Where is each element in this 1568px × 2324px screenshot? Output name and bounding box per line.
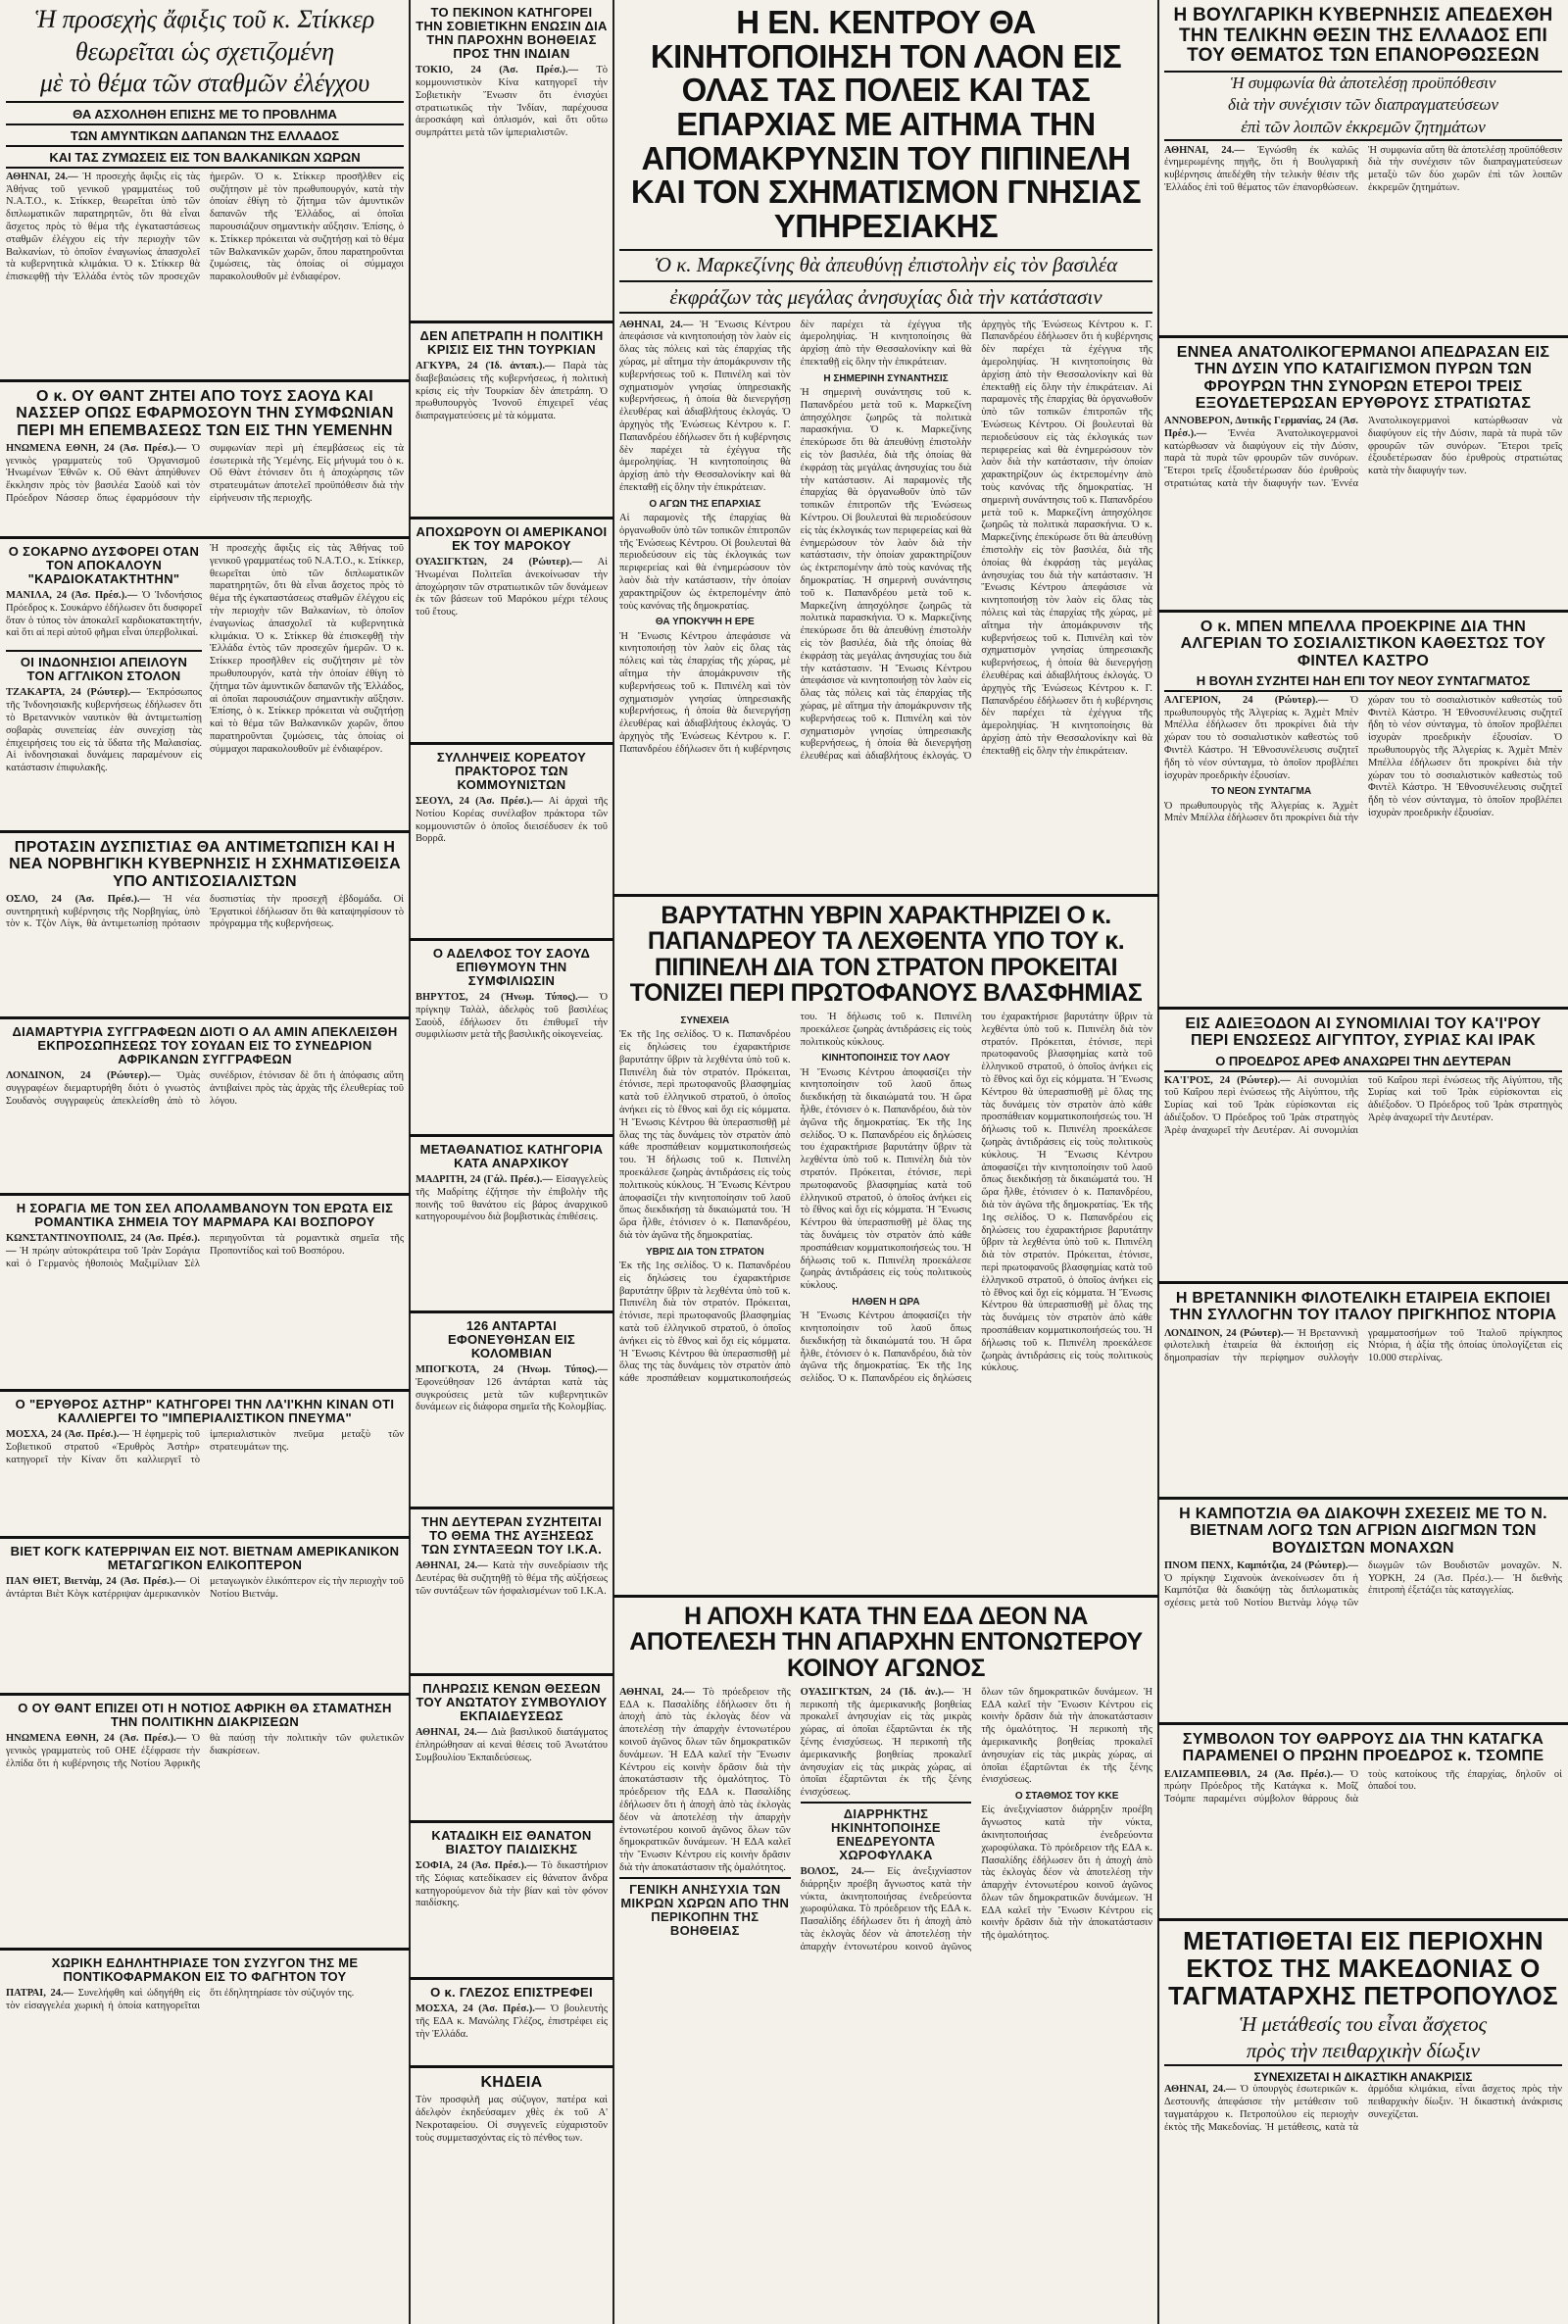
article-body: ΜΟΣΧΑ, 24 (Ἀσ. Πρέσ.).— Ἡ ἐφημερὶς τοῦ Σοβιετικοῦ στρατοῦ «Ἐρυθρὸς Ἀστὴρ» κατηγορεῖ τὴν Κίναν ὅτι καλλιεργεῖ τὸ ἰμπεριαλιστικὸν πνεῦμα μεταξὺ τῶν στρατευμάτων της. [6, 1429, 404, 1465]
headline: ΔΙΑΜΑΡΤΥΡΙΑ ΣΥΓΓΡΑΦΕΩΝ ΔΙΟΤΙ Ο ΑΛ ΑΜΙΝ ΑΠΕΚΛΕΙΣΘΗ ΕΚΠΡΟΣΩΠΗΣΕΩΣ ΤΟΥ ΣΟΥΔΑΝ ΕΙΣ ΤΟ ΣΥΝΕΔΡΙΟΝ ΑΦΡΙΚΑΝΩΝ ΣΥΓΓΡΑΦΕΩΝ [12, 1024, 398, 1067]
article-body: ΛΟΝΔΙΝΟΝ, 24 (Ρώυτερ).— Ὁμὰς συγγραφέων διεμαρτυρήθη διότι ὁ γνωστὸς Σουδανὸς συγγραφεὺς ἀπεκλείσθη ἀπὸ τὸ συνέδριον, ἐτόνισαν δὲ ὅτι ἡ ἀπόφασις αὕτη ἀντιβαίνει πρὸς τὰς ἀρχὰς τῆς ἐλευθερίας τοῦ λόγου. [6, 1070, 404, 1107]
article-body: ΚΩΝΣΤΑΝΤΙΝΟΥΠΟΛΙΣ, 24 (Ἀσ. Πρέσ.).— Ἡ πρώην αὐτοκράτειρα τοῦ Ἰρὰν Σοράγια καὶ ὁ Γερμανὸς ἠθοποιὸς Μαξιμίλιαν Σὲλ περιηγοῦνται τὰ ρομαντικὰ σημεῖα τῆς Προποντίδος καὶ τοῦ Βοσπόρου. [6, 1233, 404, 1269]
headline: ΔΕΝ ΑΠΕΤΡΑΠΗ Η ΠΟΛΙΤΙΚΗ ΚΡΙΣΙΣ ΕΙΣ ΤΗΝ ΤΟΥΡΚΙΑΝ [419, 328, 604, 358]
papandreou-article [613, 897, 1158, 1598]
article-tshombe [1158, 1725, 1568, 1921]
article-turkey [410, 323, 613, 519]
headline: Ο ΣΟΚΑΡΝΟ ΔΥΣΦΟΡΕΙ ΟΤΑΝ ΤΟΝ ΑΠΟΚΑΛΟΥΝ "ΚΑΡΔΙΟΚΑΤΑΚΤΗΤΗΝ" [8, 544, 200, 587]
article-colombia [410, 1313, 613, 1509]
article-body: ΑΘΗΝΑΙ, 24.— Ἡ Ἕνωσις Κέντρου ἀπεφάσισε νὰ κινητοποιήσῃ τὸν λαὸν εἰς ὅλας τὰς πόλεις καὶ τὰς ἐπαρχίας τῆς χώρας, μὲ αἴτημα τὴν ἀπομάκρυνσιν τῆς κυβερνήσεως τοῦ κ. Πιπινέλη καὶ τὸν σχηματισμὸν γνησίας ὑπηρεσιακῆς κυβερνήσεως, ἡ ὁποία θὰ διενεργήσῃ ἐλευθέρας καὶ ἀδιαβλήτους ἐκλογάς. Ὁ ἀρχηγὸς τῆς Ἑνώσεως Κέντρου κ. Γ. Παπανδρέου ἐδήλωσεν ὅτι ἡ κυβέρνησις δὲν παρέχει τὰ ἐχέγγυα τῆς ἀμεροληψίας. Ἡ κινητοποίησις θὰ ἀρχίσῃ ἀπὸ τὴν Θεσσαλονίκην καὶ θὰ ἐπεκταθῇ εἰς ὅλην τὴν ἐπικράτειαν. Ο ΑΓΩΝ ΤΗΣ ΕΠΑΡΧΙΑΣ Αἱ παραμονὲς τῆς ἐπαρχίας θὰ ὀργανωθοῦν ὑπὸ τῶν τοπικῶν ἐπιτροπῶν τῆς Ἑνώσεως Κέντρου. Οἱ βουλευταὶ θὰ περιοδεύσουν εἰς τὰς ἐκλογικάς των περιφερείας καὶ θὰ ἐνημερώσουν τὸν λαὸν διὰ τὴν κατάστασιν, τὴν ὁποίαν χαρακτηρίζουν ὡς ἐκτρεπομένην ἀπὸ τοὺς κανόνας τῆς δημοκρατίας. ΘΑ ΥΠΟΚΥΨΗ Η ΕΡΕ Ἡ Ἕνωσις Κέντρου ἀπεφάσισε νὰ κινητοποιήσῃ τὸν λαὸν εἰς ὅλας τὰς πόλεις καὶ τὰς ἐπαρχίας τῆς χώρας, μὲ αἴτημα τὴν ἀπομάκρυνσιν τῆς κυβερνήσεως τοῦ κ. Πιπινέλη καὶ τὸν σχηματισμὸν γνησίας ὑπηρεσιακῆς κυβερνήσεως, ἡ ὁποία θὰ διενεργήσῃ ἐλευθέρας καὶ ἀδιαβλήτους ἐκλογάς. Ὁ ἀρχηγὸς τῆς Ἑνώσεως Κέντρου κ. Γ. Παπανδρέου ἐδήλωσεν ὅτι ἡ κυβέρνησις δὲν παρέχει τὰ ἐχέγγυα τῆς ἀμεροληψίας. Ἡ κινητοποίησις θὰ ἀρχίσῃ ἀπὸ τὴν Θεσσαλονίκην καὶ θὰ ἐπεκταθῇ εἰς ὅλην τὴν ἐπικράτειαν. Η ΣΗΜΕΡΙΝΗ ΣΥΝΑΝΤΗΣΙΣ Ἡ σημερινὴ συνάντησις τοῦ κ. Παπανδρέου μετὰ τοῦ κ. Μαρκεζίνη ἀπησχόλησε ζωηρῶς τὰ πολιτικὰ παρασκήνια. Ὁ κ. Μαρκεζίνης ἐπεκύρωσε ὅτι θὰ ἀπευθύνῃ ἐπιστολὴν εἰς τὸν βασιλέα, διὰ τῆς ὁποίας θὰ ἐκφράσῃ τὰς μεγάλας ἀνησυχίας του διὰ τὴν κατάστασιν. Αἱ παραμονὲς τῆς ἐπαρχίας θὰ ὀργανωθοῦν ὑπὸ τῶν τοπικῶν ἐπιτροπῶν τῆς Ἑνώσεως Κέντρου. Οἱ βουλευταὶ θὰ περιοδεύσουν εἰς τὰς ἐκλογικάς των περιφερείας καὶ θὰ ἐνημερώσουν τὸν λαὸν διὰ τὴν κατάστασιν, τὴν ὁποίαν χαρακτηρίζουν ὡς ἐκτρεπομένην ἀπὸ τοὺς κανόνας τῆς δημοκρατίας. Ἡ σημερινὴ συνάντησις τοῦ κ. Παπανδρέου μετὰ τοῦ κ. Μαρκεζίνη ἀπησχόλησε ζωηρῶς τὰ πολιτικὰ παρασκήνια. Ὁ κ. Μαρκεζίνης ἐπεκύρωσε ὅτι θὰ ἀπευθύνῃ ἐπιστολὴν εἰς τὸν βασιλέα, διὰ τῆς ὁποίας θὰ ἐκφράσῃ τὰς μεγάλας ἀνησυχίας του διὰ τὴν κατάστασιν. Ἡ Ἕνωσις Κέντρου ἀπεφάσισε νὰ κινητοποιήσῃ τὸν λαὸν εἰς ὅλας τὰς πόλεις καὶ τὰς ἐπαρχίας τῆς χώρας, μὲ αἴτημα τὴν ἀπομάκρυνσιν τῆς κυβερνήσεως τοῦ κ. Πιπινέλη καὶ τὸν σχηματισμὸν γνησίας ὑπηρεσιακῆς κυβερνήσεως, ἡ ὁποία θὰ διενεργήσῃ ἐλευθέρας καὶ ἀδιαβλήτους ἐκλογάς. Ὁ ἀρχηγὸς τῆς Ἑνώσεως Κέντρου κ. Γ. Παπανδρέου ἐδήλωσεν ὅτι ἡ κυβέρνησις δὲν παρέχει τὰ ἐχέγγυα τῆς ἀμεροληψίας. Ἡ κινητοποίησις θὰ ἀρχίσῃ ἀπὸ τὴν Θεσσαλονίκην καὶ θὰ ἐπεκταθῇ εἰς ὅλην τὴν ἐπικράτειαν. Αἱ παραμονὲς τῆς ἐπαρχίας θὰ ὀργανωθοῦν ὑπὸ τῶν τοπικῶν ἐπιτροπῶν τῆς Ἑνώσεως Κέντρου. Οἱ βουλευταὶ θὰ περιοδεύσουν εἰς τὰς ἐκλογικάς των περιφερείας καὶ θὰ ἐνημερώσουν τὸν λαὸν διὰ τὴν κατάστασιν, τὴν ὁποίαν χαρακτηρίζουν ὡς ἐκτρεπομένην ἀπὸ τοὺς κανόνας τῆς δημοκρατίας. Ἡ σημερινὴ συνάντησις τοῦ κ. Παπανδρέου μετὰ τοῦ κ. Μαρκεζίνη ἀπησχόλησε ζωηρῶς τὰ πολιτικὰ παρασκήνια. Ὁ κ. Μαρκεζίνης ἐπεκύρωσε ὅτι θὰ ἀπευθύνῃ ἐπιστολὴν εἰς τὸν βασιλέα, διὰ τῆς ὁποίας θὰ ἐκφράσῃ τὰς μεγάλας ἀνησυχίας του διὰ τὴν κατάστασιν. Ἡ Ἕνωσις Κέντρου ἀπεφάσισε νὰ κινητοποιήσῃ τὸν λαὸν εἰς ὅλας τὰς πόλεις καὶ τὰς ἐπαρχίας τῆς χώρας, μὲ αἴτημα τὴν ἀπομάκρυνσιν τῆς κυβερνήσεως τοῦ κ. Πιπινέλη καὶ τὸν σχηματισμὸν γνησίας ὑπηρεσιακῆς κυβερνήσεως, ἡ ὁποία θὰ διενεργήσῃ ἐλευθέρας καὶ ἀδιαβλήτους ἐκλογάς. Ὁ ἀρχηγὸς τῆς Ἑνώσεως Κέντρου κ. Γ. Παπανδρέου ἐδήλωσεν ὅτι ἡ κυβέρνησις δὲν παρέχει τὰ ἐχέγγυα τῆς ἀμεροληψίας. Ἡ κινητοποίησις θὰ ἀρχίσῃ ἀπὸ τὴν Θεσσαλονίκην καὶ θὰ ἐπεκταθῇ εἰς ὅλην τὴν ἐπικράτειαν. [619, 319, 1152, 763]
article-body: ΠΑΝ ΘΙΕΤ, Βιετνὰμ, 24 (Ἀσ. Πρέσ.).— Οἱ ἀντάρται Βιὲτ Κὸγκ κατέρριψαν ἀμερικανικὸν μεταγωγικὸν ἑλικόπτερον εἰς τὴν περιοχὴν τοῦ Νοτίου Βιετνάμ. [6, 1576, 404, 1600]
sub-article [6, 543, 202, 775]
headline: Ἡ προσεχὴς ἄφιξις τοῦ κ. Στίκκερ [34, 5, 375, 33]
headline: Ο κ. ΜΠΕΝ ΜΠΕΛΛΑ ΠΡΟΕΚΡΙΝΕ ΔΙΑ ΤΗΝ ΑΛΓΕΡΙΑΝ ΤΟ ΣΟΣΙΑΛΙΣΤΙΚΟΝ ΚΑΘΕΣΤΩΣ ΤΟΥ ΦΙΝΤΕΛ ΚΑΣΤΡΟ [1180, 618, 1546, 669]
article-body: ΜΑΔΡΙΤΗ, 24 (Γάλ. Πρέσ.).— Εἰσαγγελεὺς τῆς Μαδρίτης ἐζήτησε τὴν ἐπιβολὴν τῆς ποινῆς τοῦ θανάτου εἰς βάρος ἀναρχικοῦ κατηγορουμένου διὰ βομβιστικὰς ἐπιθέσεις. [416, 1174, 608, 1223]
headline: Ο "ΕΡΥΘΡΟΣ ΑΣΤΗΡ" ΚΑΤΗΓΟΡΕΙ ΤΗΝ ΛΑ'Ι'ΚΗΝ ΚΙΝΑΝ ΟΤΙ ΚΑΛΛΙΕΡΓΕΙ ΤΟ "ΙΜΠΕΡΙΑΛΙΣΤΙΚΟΝ ΠΝΕΥΜΑ" [15, 1397, 395, 1426]
article-body: ΑΘΗΝΑΙ, 24.— Κατὰ τὴν συνεδρίασιν τῆς Δευτέρας θὰ συζητηθῇ τὸ θέμα τῆς αὐξήσεως τῶν συντάξεων τῶν ἠσφαλισμένων τοῦ Ι.Κ.Α. [416, 1560, 608, 1597]
article-poison [0, 1951, 410, 2128]
article-body: ΗΝΩΜΕΝΑ ΕΘΝΗ, 24 (Ἀσ. Πρέσ.).— Ὁ γενικὸς γραμματεὺς τοῦ Ὀργανισμοῦ Ἡνωμένων Ἐθνῶν κ. Οὔ Θὰντ ἀπηύθυνεν ἔκκλησιν πρὸς τὸν βασιλέα Σαοὺδ καὶ τὸν Πρόεδρον Νάσσερ ὅπως ἐφαρμόσουν τὴν συμφωνίαν περὶ μὴ ἐπεμβάσεως εἰς τὰ ἐσωτερικὰ τῆς Ὑεμένης. Εἰς μήνυμά του ὁ κ. Οὔ Θὰντ ἐτόνισεν ὅτι ἡ ἀποχώρησις τῶν στρατευμάτων ἀποτελεῖ προϋπόθεσιν διὰ τὴν εἰρήνευσιν τῆς περιοχῆς. [6, 442, 404, 504]
headline: ΚΑΤΑΔΙΚΗ ΕΙΣ ΘΑΝΑΤΟΝ ΒΙΑΣΤΟΥ ΠΑΙΔΙΣΚΗΣ [431, 1828, 592, 1857]
article-body: ΜΠΟΓΚΟΤΑ, 24 (Ἡνωμ. Τύπος).— Ἐφονεύθησαν 126 ἀντάρται κατὰ τὰς συγκρούσεις μετὰ τῶν κυβερνητικῶν δυνάμεων εἰς διάφορα σημεῖα τῆς Κολομβίας. [416, 1364, 608, 1413]
headline: ΠΛΗΡΩΣΙΣ ΚΕΝΩΝ ΘΕΣΕΩΝ ΤΟΥ ΑΝΩΤΑΤΟΥ ΣΥΜΒΟΥΛΙΟΥ ΕΚΠΑΙΔΕΥΣΕΩΣ [416, 1681, 608, 1724]
headline: ΤΗΝ ΔΕΥΤΕΡΑΝ ΣΥΖΗΤΕΙΤΑΙ ΤΟ ΘΕΜΑ ΤΗΣ ΑΥΞΗΣΕΩΣ ΤΩΝ ΣΥΝΤΑΞΕΩΝ ΤΟΥ Ι.Κ.Α. [420, 1514, 603, 1558]
article-body: ΠΑΤΡΑΙ, 24.— Συνελήφθη καὶ ὡδηγήθη εἰς τὸν εἰσαγγελέα χωρικὴ ἡ ὁποία κατηγορεῖται ὅτι ἐδηλητηρίασε τὸν σύζυγόν της. [6, 1988, 355, 2011]
section-heading: ΘΑ ΥΠΟΚΥΨΗ Η ΕΡΕ [655, 617, 755, 628]
headline: Η ΚΑΜΠΟΤΖΙΑ ΘΑ ΔΙΑΚΟΨΗ ΣΧΕΣΕΙΣ ΜΕ ΤΟ Ν. ΒΙΕΤΝΑΜ ΛΟΓΩ ΤΩΝ ΑΓΡΙΩΝ ΔΙΩΓΜΩΝ ΤΩΝ ΒΟΥΔΙΣΤΩΝ ΜΟΝΑΧΩΝ [1179, 1506, 1547, 1557]
headline: ΚΗΔΕΙΑ [480, 2074, 543, 2091]
headline: Η ΒΡΕΤΑΝΝΙΚΗ ΦΙΛΟΤΕΛΙΚΗ ΕΤΑΙΡΕΙΑ ΕΚΠΟΙΕΙ ΤΗΝ ΣΥΛΛΟΓΗΝ ΤΟΥ ΙΤΑΛΟΥ ΠΡΙΓΚΗΠΟΣ ΝΤΟΡΙΑ [1169, 1290, 1557, 1324]
subheadline: ΚΑΙ ΤΑΣ ΖΥΜΩΣΕΙΣ ΕΙΣ ΤΟΝ ΒΑΛΚΑΝΙΚΩΝ ΧΩΡΩΝ [6, 150, 404, 169]
article-body: ΤΖΑΚΑΡΤΑ, 24 (Ρώυτερ).— Ἐκπρόσωπος τῆς Ἰνδονησιακῆς κυβερνήσεως ἐδήλωσεν ὅτι τὸ Βρεταννικὸν ναυτικὸν θὰ ἀντιμετωπίσῃ σοβαρὰς συνεπείας ἐὰν συνεχίσῃ τὰς ἐπιχειρήσεις του εἰς τὰ ὕδατα τῆς Μαλαισίας. Αἱ ἰνδονησιακαὶ δυνάμεις παραμένουν εἰς κατάστασιν ἐπιφυλακῆς. [6, 687, 203, 774]
lead-article [613, 0, 1158, 897]
headline: ΕΝΝΕΑ ΑΝΑΤΟΛΙΚΟΓΕΡΜΑΝΟΙ ΑΠΕΔΡΑΣΑΝ ΕΙΣ ΤΗΝ ΔΥΣΙΝ ΥΠΟ ΚΑΤΑΙΓΙΣΜΟΝ ΠΥΡΩΝ ΤΩΝ ΦΡΟΥΡΩΝ ΤΗΝ ΣΥΝΟΡΩΝ ΕΤΕΡΟΙ ΤΡΕΙΣ ΕΞΟΥΔΕΤΕΡΩΣΑΝ ΕΡΥΘΡΟΥΣ ΣΤΡΑΤΙΩΤΑΣ [1176, 344, 1550, 412]
article-body: ΗΝΩΜΕΝΑ ΕΘΝΗ, 24 (Ἀσ. Πρέσ.).— Ὁ γενικὸς γραμματεὺς τοῦ ΟΗΕ ἐξέφρασε τὴν ἐλπίδα ὅτι ἡ κυβέρνησις τῆς Νοτίου Ἀφρικῆς θὰ παύσῃ τὴν πολιτικὴν τῶν φυλετικῶν διακρίσεων. [6, 1733, 404, 1769]
article-bulgaria [1158, 0, 1568, 338]
lead-subheadline-2: ἐκφράζων τὰς μεγάλας ἀνησυχίας διὰ τὴν κατάστασιν [619, 286, 1152, 314]
lead-headline: Η ΕΝ. ΚΕΝΤΡΟΥ ΘΑ ΚΙΝΗΤΟΠΟΙΗΣΗ ΤΟΝ ΛΑΟΝ ΕΙΣ ΟΛΑΣ ΤΑΣ ΠΟΛΕΙΣ ΚΑΙ ΤΑΣ ΕΠΑΡΧΙΑΣ ΜΕ ΑΙΤΗΜΑ ΤΗΝ ΑΠΟΜΑΚΡΥΝΣΙΝ ΤΟΥ ΠΙΠΙΝΕΛΗ ΚΑΙ ΤΟΝ ΣΧΗΜΑΤΙΣΜΟΝ ΓΝΗΣΙΑΣ ΥΠΗΡΕΣΙΑΚΗΣ [630, 4, 1142, 244]
section-heading: ΥΒΡΙΣ ΔΙΑ ΤΟΝ ΣΤΡΑΤΟΝ [645, 1246, 764, 1258]
article-body: ΑΘΗΝΑΙ, 24.— Διὰ βασιλικοῦ διατάγματος ἐπληρώθησαν αἱ κεναὶ θέσεις τοῦ Ἀνωτάτου Συμβουλίου Ἐκπαιδεύσεως. [416, 1727, 609, 1763]
article-body: ΜΟΣΧΑ, 24 (Ἀσ. Πρέσ.).— Ὁ βουλευτὴς τῆς ΕΔΑ κ. Μανώλης Γλέζος, ἐπιστρέφει εἰς τὴν Ἑλλάδα. [416, 2003, 608, 2040]
lead-subheadline: Ὁ κ. Μαρκεζίνης θὰ ἀπευθύνῃ ἐπιστολὴν εἰς τὸν βασιλέα [619, 249, 1152, 281]
article-body: ΣΥΝΕΧΕΙΑ Ἐκ τῆς 1ης σελίδος. Ὁ κ. Παπανδρέου εἰς δηλώσεις του ἐχαρακτήρισε βαρυτάτην ὕβριν τὰ λεχθέντα ὑπὸ τοῦ κ. Πιπινέλη διὰ τὸν στρατόν. Πρόκειται, ἐτόνισε, περὶ πρωτοφανοῦς βλασφημίας κατὰ τοῦ ἑλληνικοῦ στρατοῦ, ὁ ὁποῖος ἀνήκει εἰς τὸ ἔθνος καὶ ὄχι εἰς κόμματα. Ἡ Ἕνωσις Κέντρου θὰ ὑπερασπισθῇ μὲ ὅλας της τὰς δυνάμεις τὸν στρατὸν ἀπὸ κάθε προσπάθειαν κομματικοποιήσεώς του. Ἡ δήλωσις τοῦ κ. Πιπινέλη προεκάλεσε ζωηρὰς ἀντιδράσεις εἰς τοὺς πολιτικοὺς κύκλους. Ἡ Ἕνωσις Κέντρου ἀποφασίζει τὴν κινητοποίησιν τοῦ λαοῦ ὅπως διεκδικήσῃ τὰ δικαιώματά του. Ἡ ὥρα ἦλθε, ἐτόνισεν ὁ κ. Παπανδρέου, διὰ τὸν ἀγῶνα τῆς δημοκρατίας. ΥΒΡΙΣ ΔΙΑ ΤΟΝ ΣΤΡΑΤΟΝ Ἐκ τῆς 1ης σελίδος. Ὁ κ. Παπανδρέου εἰς δηλώσεις του ἐχαρακτήρισε βαρυτάτην ὕβριν τὰ λεχθέντα ὑπὸ τοῦ κ. Πιπινέλη διὰ τὸν στρατόν. Πρόκειται, ἐτόνισε, περὶ πρωτοφανοῦς βλασφημίας κατὰ τοῦ ἑλληνικοῦ στρατοῦ, ὁ ὁποῖος ἀνήκει εἰς τὸ ἔθνος καὶ ὄχι εἰς κόμματα. Ἡ Ἕνωσις Κέντρου θὰ ὑπερασπισθῇ μὲ ὅλας της τὰς δυνάμεις τὸν στρατὸν ἀπὸ κάθε προσπάθειαν κομματικοποιήσεώς του. Ἡ δήλωσις τοῦ κ. Πιπινέλη προεκάλεσε ζωηρὰς ἀντιδράσεις εἰς τοὺς πολιτικοὺς κύκλους. ΚΙΝΗΤΟΠΟΙΗΣΙΣ ΤΟΥ ΛΑΟΥ Ἡ Ἕνωσις Κέντρου ἀποφασίζει τὴν κινητοποίησιν τοῦ λαοῦ ὅπως διεκδικήσῃ τὰ δικαιώματά του. Ἡ ὥρα ἦλθε, ἐτόνισεν ὁ κ. Παπανδρέου, διὰ τὸν ἀγῶνα τῆς δημοκρατίας. Ἐκ τῆς 1ης σελίδος. Ὁ κ. Παπανδρέου εἰς δηλώσεις του ἐχαρακτήρισε βαρυτάτην ὕβριν τὰ λεχθέντα ὑπὸ τοῦ κ. Πιπινέλη διὰ τὸν στρατόν. Πρόκειται, ἐτόνισε, περὶ πρωτοφανοῦς βλασφημίας κατὰ τοῦ ἑλληνικοῦ στρατοῦ, ὁ ὁποῖος ἀνήκει εἰς τὸ ἔθνος καὶ ὄχι εἰς κόμματα. Ἡ Ἕνωσις Κέντρου θὰ ὑπερασπισθῇ μὲ ὅλας της τὰς δυνάμεις τὸν στρατὸν ἀπὸ κάθε προσπάθειαν κομματικοποιήσεώς του. Ἡ δήλωσις τοῦ κ. Πιπινέλη προεκάλεσε ζωηρὰς ἀντιδράσεις εἰς τοὺς πολιτικοὺς κύκλους. ΗΛΘΕΝ Η ΩΡΑ Ἡ Ἕνωσις Κέντρου ἀποφασίζει τὴν κινητοποίησιν τοῦ λαοῦ ὅπως διεκδικήσῃ τὰ δικαιώματά του. Ἡ ὥρα ἦλθε, ἐτόνισεν ὁ κ. Παπανδρέου, διὰ τὸν ἀγῶνα τῆς δημοκρατίας. Ἐκ τῆς 1ης σελίδος. Ὁ κ. Παπανδρέου εἰς δηλώσεις του ἐχαρακτήρισε βαρυτάτην ὕβριν τὰ λεχθέντα ὑπὸ τοῦ κ. Πιπινέλη διὰ τὸν στρατόν. Πρόκειται, ἐτόνισε, περὶ πρωτοφανοῦς βλασφημίας κατὰ τοῦ ἑλληνικοῦ στρατοῦ, ὁ ὁποῖος ἀνήκει εἰς τὸ ἔθνος καὶ ὄχι εἰς κόμματα. Ἡ Ἕνωσις Κέντρου θὰ ὑπερασπισθῇ μὲ ὅλας της τὰς δυνάμεις τὸν στρατὸν ἀπὸ κάθε προσπάθειαν κομματικοποιήσεώς του. Ἡ δήλωσις τοῦ κ. Πιπινέλη προεκάλεσε ζωηρὰς ἀντιδράσεις εἰς τοὺς πολιτικοὺς κύκλους. Ἡ Ἕνωσις Κέντρου ἀποφασίζει τὴν κινητοποίησιν τοῦ λαοῦ ὅπως διεκδικήσῃ τὰ δικαιώματά του. Ἡ ὥρα ἦλθε, ἐτόνισεν ὁ κ. Παπανδρέου, διὰ τὸν ἀγῶνα τῆς δημοκρατίας. Ἐκ τῆς 1ης σελίδος. Ὁ κ. Παπανδρέου εἰς δηλώσεις του ἐχαρακτήρισε βαρυτάτην ὕβριν τὰ λεχθέντα ὑπὸ τοῦ κ. Πιπινέλη διὰ τὸν στρατόν. Πρόκειται, ἐτόνισε, περὶ πρωτοφανοῦς βλασφημίας κατὰ τοῦ ἑλληνικοῦ στρατοῦ, ὁ ὁποῖος ἀνήκει εἰς τὸ ἔθνος καὶ ὄχι εἰς κόμματα. Ἡ Ἕνωσις Κέντρου θὰ ὑπερασπισθῇ μὲ ὅλας της τὰς δυνάμεις τὸν στρατὸν ἀπὸ κάθε προσπάθειαν κομματικοποιήσεώς του. Ἡ δήλωσις τοῦ κ. Πιπινέλη προεκάλεσε ζωηρὰς ἀντιδράσεις εἰς τοὺς πολιτικοὺς κύκλους. [619, 1012, 1152, 1385]
article-red-star [0, 1392, 410, 1539]
headline: ΣΥΜΒΟΛΟΝ ΤΟΥ ΘΑΡΡΟΥΣ ΔΙΑ ΤΗΝ ΚΑΤΑΓΚΑ ΠΑΡΑΜΕΝΕΙ Ο ΠΡΩΗΝ ΠΡΟΕΔΡΟΣ κ. ΤΣΟΜΠΕ [1182, 1731, 1544, 1765]
article-anarchist [410, 1137, 613, 1313]
article-stamps [1158, 1284, 1568, 1500]
headline: ΕΙΣ ΑΔΙΕΞΟΔΟΝ ΑΙ ΣΥΝΟΜΙΛΙΑΙ ΤΟΥ ΚΑ'Ι'ΡΟΥ ΠΕΡΙ ΕΝΩΣΕΩΣ ΑΙΓΥΠΤΟΥ, ΣΥΡΙΑΣ ΚΑΙ ΙΡΑΚ [1185, 1015, 1542, 1050]
article-cairo-talks [1158, 1010, 1568, 1284]
headline: Η ΑΠΟΧΗ ΚΑΤΑ ΤΗΝ ΕΔΑ ΔΕΟΝ ΝΑ ΑΠΟΤΕΛΕΣΗ ΤΗΝ ΑΠΑΡΧΗΝ ΕΝΤΟΝΩΤΕΡΟΥ ΚΟΙΝΟΥ ΑΓΩΝΟΣ [629, 1603, 1143, 1682]
article-body: ΚΑ'Ι'ΡΟΣ, 24 (Ρώυτερ).— Αἱ συνομιλίαι τοῦ Καΐρου περὶ ἑνώσεως τῆς Αἰγύπτου, τῆς Συρίας καὶ τοῦ Ἰρὰκ εὑρίσκονται εἰς ἀδιέξοδον. Ὁ Πρόεδρος τοῦ Ἰρὰκ στρατηγὸς Ἀρὲφ ἀναχωρεῖ τὴν Δευτέραν. Αἱ συνομιλίαι τοῦ Καΐρου περὶ ἑνώσεως τῆς Αἰγύπτου, τῆς Συρίας καὶ τοῦ Ἰρὰκ εὑρίσκονται εἰς ἀδιέξοδον. Ὁ Πρόεδρος τοῦ Ἰρὰκ στρατηγὸς Ἀρὲφ ἀναχωρεῖ τὴν Δευτέραν. [1164, 1074, 1562, 1136]
section-heading: ΣΥΝΕΧΕΙΑ [680, 1015, 730, 1026]
article-sukarno [0, 539, 410, 833]
headline: ΔΙΑΡΡΗΚΤΗΣ ΗΚΙΝΗΤΟΠΟΙΗΣΕ ΕΝΕΔΡΕΥΟΝΤΑ ΧΩΡΟΦΥΛΑΚΑ [801, 1802, 972, 1862]
headline: Ο κ. ΟΥ ΘΑΝΤ ΖΗΤΕΙ ΑΠΟ ΤΟΥΣ ΣΑΟΥΔ ΚΑΙ ΝΑΣΣΕΡ ΟΠΩΣ ΕΦΑΡΜΟΣΟΥΝ ΤΗΝ ΣΥΜΦΩΝΙΑΝ ΠΕΡΙ ΜΗ ΕΠΕΜΒΑΣΕΩΣ ΤΩΝ ΕΙΣ ΤΗΝ ΥΕΜΕΝΗΝ [16, 388, 394, 439]
article-body: ΑΘΗΝΑΙ, 24.— Ἡ προσεχὴς ἄφιξις εἰς τὰς Ἀθήνας τοῦ γενικοῦ γραμματέως τοῦ Ν.Α.Τ.Ο., κ. Στίκκερ, θεωρεῖται ὑπὸ τῶν διπλωματικῶν παρατηρητῶν, ὅτι θὰ εἶναι ἄσχετος πρὸς τὸ θέμα τῆς ἐγκαταστάσεως σταθμῶν ἐλέγχου εἰς τὴν περιοχὴν τῶν Βαλκανίων, τὸ ὁποῖον ἐναγωνίως ἀπασχολεῖ τὰ κυβερνητικὰ κλιμάκια. Ὁ κ. Στίκκερ θὰ ἐπισκεφθῇ τὴν Ἑλλάδα ἐντὸς τῶν προσεχῶν ἡμερῶν. Ὁ κ. Στίκκερ προσῆλθεν εἰς συζήτησιν μὲ τὸν πρωθυπουργόν, κατὰ τὴν ὁποίαν ἐθίγη τὸ ζήτημα τῶν ἀμυντικῶν δαπανῶν τῆς Ἑλλάδος, αἱ ὁποῖαι παρουσιάζουν σημαντικὴν αὔξησιν. Ἐπίσης, ὁ κ. Στίκκερ πρόκειται νὰ συζητήσῃ καὶ τὸ θέμα τῶν Βαλκανικῶν χωρῶν, ὅπου παρατηροῦνται ζυμώσεις, τὰς ὁποίας οἱ σύμμαχοι παρακολουθοῦν μὲ ἐνδιαφέρον. [6, 171, 404, 283]
article-body: ΒΗΡΥΤΟΣ, 24 (Ἡνωμ. Τύπος).— Ὁ πρίγκηψ Ταλὰλ, ἀδελφὸς τοῦ βασιλέως Σαοὺδ, ἐδήλωσεν ὅτι ἐπιθυμεῖ τὴν συμφιλίωσιν μετὰ τῆς βασιλικῆς οἰκογενείας. [416, 992, 608, 1041]
article-east-germans [1158, 338, 1568, 613]
section-heading: Ο ΣΤΑΘΜΟΣ ΤΟΥ ΚΚΕ [1014, 1791, 1119, 1803]
subheadline-2: πρὸς τὴν πειθαρχικὴν δίωξιν [1164, 2040, 1562, 2066]
section-heading: ΚΙΝΗΤΟΠΟΙΗΣΙΣ ΤΟΥ ΛΑΟΥ [821, 1053, 951, 1064]
article-peking [410, 0, 613, 323]
article-body: ΑΝΝΟΒΕΡΟΝ, Δυτικῆς Γερμανίας, 24 (Ἀσ. Πρέσ.).— Ἐννέα Ἀνατολικογερμανοὶ κατώρθωσαν νὰ διαφύγουν εἰς τὴν Δύσιν, παρὰ τὰ πυρὰ τῶν φρουρῶν τῶν συνόρων. Ἕτεροι τρεῖς ἐξουδετέρωσαν δύο ἐρυθροὺς στρατιώτας κατὰ τὴν διαφυγήν των. Ἐννέα Ἀνατολικογερμανοὶ κατώρθωσαν νὰ διαφύγουν εἰς τὴν Δύσιν, παρὰ τὰ πυρὰ τῶν φρουρῶν τῶν συνόρων. Ἕτεροι τρεῖς ἐξουδετέρωσαν δύο ἐρυθροὺς στρατιώτας κατὰ τὴν διαφυγήν των. [1164, 416, 1562, 490]
subheadline: ΘΑ ΑΣΧΟΛΗΘΗ ΕΠΙΣΗΣ ΜΕ ΤΟ ΠΡΟΒΛΗΜΑ [6, 107, 404, 125]
headline-line-2: θεωρεῖται ὡς σχετιζομένη [74, 36, 335, 66]
headline: ΣΥΛΛΗΨΕΙΣ ΚΟΡΕΑΤΟΥ ΠΡΑΚΤΟΡΟΣ ΤΩΝ ΚΟΜΜΟΥΝΙΣΤΩΝ [436, 750, 587, 793]
article-body: ΛΟΝΔΙΝΟΝ, 24 (Ρώυτερ).— Ἡ Βρεταννικὴ φιλοτελικὴ ἑταιρεία θὰ ἐκποιήσῃ εἰς δημοπρασίαν τὴν περίφημον συλλογὴν γραμματοσήμων τοῦ Ἰταλοῦ πρίγκηπος Ντόρια, ἡ ἀξία τῆς ὁποίας ὑπολογίζεται εἰς 10.000 στερλίνας. [1164, 1327, 1562, 1364]
headline: ΑΠΟΧΩΡΟΥΝ ΟΙ ΑΜΕΡΙΚΑΝΟΙ ΕΚ ΤΟΥ ΜΑΡΟΚΟΥ [416, 524, 608, 554]
article-stikker [0, 0, 410, 382]
headline: ΒΙΕΤ ΚΟΓΚ ΚΑΤΕΡΡΙΨΑΝ ΕΙΣ ΝΟΤ. ΒΙΕΤΝΑΜ ΑΜΕΡΙΚΑΝΙΚΟΝ ΜΕΤΑΓΩΓΙΚΟΝ ΕΛΙΚΟΠΤΕΡΟΝ [10, 1544, 400, 1573]
subheadline-3: ΣΥΝΕΧΙΖΕΤΑΙ Η ΔΙΚΑΣΤΙΚΗ ΑΝΑΚΡΙΣΙΣ [1253, 2070, 1473, 2085]
column-3 [613, 0, 1158, 2324]
article-body: ΑΘΗΝΑΙ, 24.— Ἐγνώσθη ἐκ καλῶς ἐνημερωμένης πηγῆς, ὅτι ἡ Βουλγαρικὴ κυβέρνησις ἀπεδέχθη τὴν τελικὴν θέσιν τῆς Ἑλλάδος ἐπὶ τοῦ θέματος τῶν ἐπανορθώσεων. Ἡ συμφωνία αὕτη θὰ ἀποτελέσῃ προϋπόθεσιν διὰ τὴν συνέχισιν τῶν διαπραγματεύσεων μεταξὺ τῶν δύο χωρῶν ἐπὶ τῶν λοιπῶν ἐκκρεμῶν ζητημάτων. [1164, 144, 1562, 193]
article-soraya [0, 1196, 410, 1392]
subheadline: Η ΒΟΥΛΗ ΣΥΖΗΤΕΙ ΗΔΗ ΕΠΙ ΤΟΥ ΝΕΟΥ ΣΥΝΤΑΓΜΑΤΟΣ [1164, 673, 1562, 692]
headline: ΠΡΟΤΑΣΙΝ ΔΥΣΠΙΣΤΙΑΣ ΘΑ ΑΝΤΙΜΕΤΩΠΙΣΗ ΚΑΙ Η ΝΕΑ ΝΟΡΒΗΓΙΚΗ ΚΥΒΕΡΝΗΣΙΣ Η ΣΧΗΜΑΤΙΣΘΕΙΣΑ ΥΠΟ ΑΝΤΙΣΟΣΙΑΛΙΣΤΩΝ [9, 839, 401, 890]
column-2 [410, 0, 613, 2324]
article-body: ΤΟΚΙΟ, 24 (Ἀσ. Πρέσ.).— Τὸ κομμουνιστικὸν Κίνα κατηγορεῖ τὴν Σοβιετικὴν Ἕνωσιν ὅτι ἐνισχύει στρατιωτικῶς τὴν Ἰνδίαν, παρέχουσα ἀεροσκάφη καὶ ὁπλισμόν, καὶ ὅτι οὕτω συμπράττει μετὰ τῶν ἰμπεριαλιστῶν. [416, 65, 608, 139]
article-saud-brother [410, 941, 613, 1137]
headline: Η ΣΟΡΑΓΙΑ ΜΕ ΤΟΝ ΣΕΛ ΑΠΟΛΑΜΒΑΝΟΥΝ ΤΟΝ ΕΡΩΤΑ ΕΙΣ ΡΟΜΑΝΤΙΚΑ ΣΗΜΕΙΑ ΤΟΥ ΜΑΡΜΑΡΑ ΚΑΙ ΒΟΣΠΟΡΟΥ [16, 1201, 394, 1230]
headline: ΜΕΤΑΘΑΝΑΤΙΟΣ ΚΑΤΗΓΟΡΙΑ ΚΑΤΑ ΑΝΑΡΧΙΚΟΥ [419, 1142, 604, 1171]
article-south-africa [0, 1696, 410, 1951]
article-morocco [410, 519, 613, 745]
article-body: Ἡ προσεχὴς ἄφιξις εἰς τὰς Ἀθήνας τοῦ γενικοῦ γραμματέως τοῦ Ν.Α.Τ.Ο., κ. Στίκκερ, θεωρεῖται ὑπὸ τῶν διπλωματικῶν παρατηρητῶν, ὅτι θὰ εἶναι ἄσχετος πρὸς τὸ θέμα τῆς ἐγκαταστάσεως σταθμῶν ἐλέγχου εἰς τὴν περιοχὴν τῶν Βαλκανίων, τὸ ὁποῖον ἐναγωνίως ἀπασχολεῖ τὰ κυβερνητικὰ κλιμάκια. Ὁ κ. Στίκκερ θὰ ἐπισκεφθῇ τὴν Ἑλλάδα ἐντὸς τῶν προσεχῶν ἡμερῶν. Ὁ κ. Στίκκερ προσῆλθεν εἰς συζήτησιν μὲ τὸν πρωθυπουργόν, κατὰ τὴν ὁποίαν ἐθίγη τὸ ζήτημα τῶν ἀμυντικῶν δαπανῶν τῆς Ἑλλάδος, αἱ ὁποῖαι παρουσιάζουν σημαντικὴν αὔξησιν. Ἐπίσης, ὁ κ. Στίκκερ πρόκειται νὰ συζητήσῃ καὶ τὸ θέμα τῶν Βαλκανικῶν χωρῶν, ὅπου παρατηροῦνται ζυμώσεις, τὰς ὁποίας οἱ σύμμαχοι παρακολουθοῦν μὲ ἐνδιαφέρον. [210, 543, 404, 755]
headline: ΒΑΡΥΤΑΤΗΝ ΥΒΡΙΝ ΧΑΡΑΚΤΗΡΙΖΕΙ Ο κ. ΠΑΠΑΝΔΡΕΟΥ ΤΑ ΛΕΧΘΕΝΤΑ ΥΠΟ ΤΟΥ κ. ΠΙΠΙΝΕΛΗ ΔΙΑ ΤΟΝ ΣΤΡΑΤΟΝ ΠΡΟΚΕΙΤΑΙ ΤΟΝΙΖΕΙ ΠΕΡΙ ΠΡΩΤΟΦΑΝΟΥΣ ΒΛΑΣΦΗΜΙΑΣ [629, 902, 1143, 1007]
subheadline: Ἡ συμφωνία θὰ ἀποτελέσῃ προϋπόθεσιν [1164, 71, 1562, 93]
dateline: ΑΘΗΝΑΙ, 24.— [6, 171, 78, 182]
subheadline-2: διὰ τὴν συνέχισιν τῶν διαπραγματεύσεων [1227, 95, 1499, 115]
article-body: ΜΑΝΙΛΑ, 24 (Ἀσ. Πρέσ.).— Ὁ Ἰνδονήσιος Πρόεδρος κ. Σουκάρνο ἐδήλωσεν ὅτι δυσφορεῖ ὅταν ὁ τύπος τὸν ἀποκαλεῖ καρδιοκατακτητήν, καὶ ὅτι αἱ περὶ αὐτοῦ φῆμαι εἶναι ὑπερβολικαί. [6, 590, 202, 639]
article-glezos [410, 1980, 613, 2068]
article-body: ΑΘΗΝΑΙ, 24.— Ὁ ὑπουργὸς ἐσωτερικῶν κ. Δεστουνῆς ἀπεφάσισε τὴν μετάθεσιν τοῦ ταγματάρχου κ. Πετροπούλου εἰς περιοχὴν ἐκτὸς τῆς Μακεδονίας. Ἡ μετάθεσις, κατὰ τὰ ἁρμόδια κλιμάκια, εἶναι ἄσχετος πρὸς τὴν πειθαρχικὴν δίωξιν. Ἡ δικαστικὴ ἀνάκρισις συνεχίζεται. [1164, 2084, 1562, 2133]
headline: Η ΒΟΥΛΓΑΡΙΚΗ ΚΥΒΕΡΝΗΣΙΣ ΑΠΕΔΕΧΘΗ ΤΗΝ ΤΕΛΙΚΗΝ ΘΕΣΙΝ ΤΗΣ ΕΛΛΑΔΟΣ ΕΠΙ ΤΟΥ ΘΕΜΑΤΟΣ ΤΩΝ ΕΠΑΝΟΡΘΩΣΕΩΝ [1173, 5, 1553, 67]
article-funeral [410, 2068, 613, 2324]
article-ika [410, 1509, 613, 1676]
headline: ΧΩΡΙΚΗ ΕΔΗΛΗΤΗΡΙΑΣΕ ΤΟΝ ΣΥΖΥΓΟΝ ΤΗΣ ΜΕ ΠΟΝΤΙΚΟΦΑΡΜΑΚΟΝ ΕΙΣ ΤΟ ΦΑΓΗΤΟΝ ΤΟΥ [51, 1955, 359, 1985]
article-body: Τὸν προσφιλῆ μας σύζυγον, πατέρα καὶ ἀδελφὸν ἐκηδεύσαμεν χθὲς ἐκ τοῦ Α' Νεκροταφείου. Οἱ συγγενεῖς εὐχαριστοῦν τοὺς συμμετασχόντας εἰς τὸ πένθος των. [416, 2095, 608, 2144]
section-heading: Η ΣΗΜΕΡΙΝΗ ΣΥΝΑΝΤΗΣΙΣ [823, 372, 949, 384]
article-body: ΟΣΛΟ, 24 (Ἀσ. Πρέσ.).— Ἡ νέα συντηρητικὴ κυβέρνησις τῆς Νορβηγίας, ὑπὸ τὸν κ. Τζὸν Λίγκ, θὰ ἀντιμετωπίσῃ πρότασιν δυσπιστίας τὴν προσεχῆ ἑβδομάδα. Οἱ Ἐργατικοὶ ἐδήλωσαν ὅτι θὰ καταψηφίσουν τὸ πρόγραμμα τῆς κυβερνήσεως. [6, 893, 404, 930]
headline: ΓΕΝΙΚΗ ΑΝΗΣΥΧΙΑ ΤΩΝ ΜΙΚΡΩΝ ΧΩΡΩΝ ΑΠΟ ΤΗΝ ΠΕΡΙΚΟΠΗΝ ΤΗΣ ΒΟΗΘΕΙΑΣ [619, 1877, 791, 1938]
article-viet-cong [0, 1539, 410, 1696]
article-u-thant-yemen [0, 382, 410, 539]
headline: ΤΟ ΠΕΚΙΝΟΝ ΚΑΤΗΓΟΡΕΙ ΤΗΝ ΣΟΒΙΕΤΙΚΗΝ ΕΝΩΣΙΝ ΔΙΑ ΤΗΝ ΠΑΡΟΧΗΝ ΒΟΗΘΕΙΑΣ ΠΡΟΣ ΤΗΝ ΙΝΔΙΑΝ [416, 5, 608, 62]
article-sofia [410, 1823, 613, 1980]
subheadline: Ἡ μετάθεσίς του εἶναι ἄσχετος [1239, 2012, 1488, 2037]
article-body: ΑΘΗΝΑΙ, 24.— Τὸ πρόεδρειον τῆς ΕΔΑ κ. Πασαλίδης ἐδήλωσεν ὅτι ἡ ἀποχὴ ἀπὸ τὰς ἐκλογὰς δέον νὰ ἀποτελέσῃ τὴν ἀπαρχὴν ἐντονωτέρου κοινοῦ ἀγῶνος ὅλων τῶν δημοκρατικῶν δυνάμεων. Ἡ ΕΔΑ καλεῖ τὴν Ἕνωσιν Κέντρου εἰς κοινὴν δρᾶσιν διὰ τὴν ἀποκατάστασιν τῆς ὁμαλότητος. Τὸ πρόεδρειον τῆς ΕΔΑ κ. Πασαλίδης ἐδήλωσεν ὅτι ἡ ἀποχὴ ἀπὸ τὰς ἐκλογὰς δέον νὰ ἀποτελέσῃ τὴν ἀπαρχὴν ἐντονωτέρου κοινοῦ ἀγῶνος ὅλων τῶν δημοκρατικῶν δυνάμεων. Ἡ ΕΔΑ καλεῖ τὴν Ἕνωσιν Κέντρου εἰς κοινὴν δρᾶσιν διὰ τὴν ἀποκατάστασιν τῆς ὁμαλότητος. ΓΕΝΙΚΗ ΑΝΗΣΥΧΙΑ ΤΩΝ ΜΙΚΡΩΝ ΧΩΡΩΝ ΑΠΟ ΤΗΝ ΠΕΡΙΚΟΠΗΝ ΤΗΣ ΒΟΗΘΕΙΑΣ ΟΥΑΣΙΓΚΤΩΝ, 24 (Ἰδ. ἀν.).— Ἡ περικοπὴ τῆς ἀμερικανικῆς βοηθείας προκαλεῖ ἀνησυχίαν εἰς τὰς μικρὰς χώρας, αἱ ὁποῖαι ἐξαρτῶνται ἐκ τῆς ξένης ἐνισχύσεως. Ἡ περικοπὴ τῆς ἀμερικανικῆς βοηθείας προκαλεῖ ἀνησυχίαν εἰς τὰς μικρὰς χώρας, αἱ ὁποῖαι ἐξαρτῶνται ἐκ τῆς ξένης ἐνισχύσεως. ΔΙΑΡΡΗΚΤΗΣ ΗΚΙΝΗΤΟΠΟΙΗΣΕ ΕΝΕΔΡΕΥΟΝΤΑ ΧΩΡΟΦΥΛΑΚΑ ΒΟΛΟΣ, 24.— Εἰς ἀνεξιχνίαστον διάρρηξιν προέβη ἄγνωστος κατὰ τὴν νύκτα, ἀκινητοποιήσας ἐνεδρεύοντα χωροφύλακα. Τὸ πρόεδρειον τῆς ΕΔΑ κ. Πασαλίδης ἐδήλωσεν ὅτι ἡ ἀποχὴ ἀπὸ τὰς ἐκλογὰς δέον νὰ ἀποτελέσῃ τὴν ἀπαρχὴν ἐντονωτέρου κοινοῦ ἀγῶνος ὅλων τῶν δημοκρατικῶν δυνάμεων. Ἡ ΕΔΑ καλεῖ τὴν Ἕνωσιν Κέντρου εἰς κοινὴν δρᾶσιν διὰ τὴν ἀποκατάστασιν τῆς ὁμαλότητος. Ἡ περικοπὴ τῆς ἀμερικανικῆς βοηθείας προκαλεῖ ἀνησυχίαν εἰς τὰς μικρὰς χώρας, αἱ ὁποῖαι ἐξαρτῶνται ἐκ τῆς ξένης ἐνισχύσεως. Ο ΣΤΑΘΜΟΣ ΤΟΥ ΚΚΕ Εἰς ἀνεξιχνίαστον διάρρηξιν προέβη ἄγνωστος κατὰ τὴν νύκτα, ἀκινητοποιήσας ἐνεδρεύοντα χωροφύλακα. Τὸ πρόεδρειον τῆς ΕΔΑ κ. Πασαλίδης ἐδήλωσεν ὅτι ἡ ἀποχὴ ἀπὸ τὰς ἐκλογὰς δέον νὰ ἀποτελέσῃ τὴν ἀπαρχὴν ἐντονωτέρου κοινοῦ ἀγῶνος ὅλων τῶν δημοκρατικῶν δυνάμεων. Ἡ ΕΔΑ καλεῖ τὴν Ἕνωσιν Κέντρου εἰς κοινὴν δρᾶσιν διὰ τὴν ἀποκατάστασιν τῆς ὁμαλότητος. [619, 1686, 1152, 1953]
article-sudan-writers [0, 1019, 410, 1196]
section-heading: Ο ΑΓΩΝ ΤΗΣ ΕΠΑΡΧΙΑΣ [649, 498, 761, 510]
article-cambodia [1158, 1500, 1568, 1725]
article-body: ΠΝΟΜ ΠΕΝΧ, Καμπότζια, 24 (Ρώυτερ).— Ὁ πρίγκηψ Σιχανοὺκ ἀνεκοίνωσεν ὅτι ἡ Καμπότζια θὰ διακόψῃ τὰς διπλωματικὰς σχέσεις μετὰ τοῦ Νοτίου Βιετνὰμ λόγῳ τῶν διωγμῶν τῶν Βουδιστῶν μοναχῶν. Ν. ΥΟΡΚΗ, 24 (Ἀσ. Πρέσ.).— Ἡ διεθνὴς ἐπιτροπὴ ἐξετάζει τὰς καταγγελίας. [1164, 1559, 1562, 1609]
section-heading: ΗΛΘΕΝ Η ΩΡΑ [852, 1296, 920, 1308]
column-4 [1158, 0, 1568, 2324]
article-education-council [410, 1676, 613, 1823]
article-ben-bella [1158, 613, 1568, 1010]
section-heading: ΤΟ ΝΕΟΝ ΣΥΝΤΑΓΜΑ [1210, 786, 1312, 798]
headline-line-3: μὲ τὸ θέμα τῶν σταθμῶν ἐλέγχου [6, 70, 404, 103]
headline: ΟΙ ΙΝΔΟΝΗΣΙΟΙ ΑΠΕΙΛΟΥΝ ΤΟΝ ΑΓΓΛΙΚΟΝ ΣΤΟΛΟΝ [6, 650, 202, 683]
headline: 126 ΑΝΤΑΡΤΑΙ ΕΦΟΝΕΥΘΗΣΑΝ ΕΙΣ ΚΟΛΟΜΒΙΑΝ [448, 1318, 575, 1361]
article-body: ΕΛΙΖΑΜΠΕΘΒΙΛ, 24 (Ἀσ. Πρέσ.).— Ὁ πρώην Πρόεδρος τῆς Κατάγκα κ. Μοΐζ Τσόμπε παραμένει σύμβολον θάρρους διὰ τοὺς κατοίκους τῆς ἐπαρχίας, δηλοῦν οἱ ὀπαδοί του. [1164, 1768, 1562, 1805]
eda-article [613, 1598, 1158, 2324]
headline: Ο ΑΔΕΛΦΟΣ ΤΟΥ ΣΑΟΥΔ ΕΠΙΘΥΜΟΥΝ ΤΗΝ ΣΥΜΦΙΛΙΩΣΙΝ [432, 946, 591, 989]
subheadline-3: ἐπὶ τῶν λοιπῶν ἐκκρεμῶν ζητημάτων [1164, 119, 1562, 141]
article-korea [410, 745, 613, 941]
article-body: ΟΥΑΣΙΓΚΤΩΝ, 24 (Ρώυτερ).— Αἱ Ἡνωμέναι Πολιτεῖαι ἀνεκοίνωσαν τὴν ἀποχώρησιν τῶν στρατιωτικῶν τῶν δυνάμεων ἐκ τῶν βάσεων τοῦ Μαρόκου μέχρι τέλους τοῦ ἔτους. [416, 557, 608, 618]
subheadline: ΤΩΝ ΑΜΥΝΤΙΚΩΝ ΔΑΠΑΝΩΝ ΤΗΣ ΕΛΛΑΔΟΣ [6, 128, 404, 147]
headline: Ο ΟΥ ΘΑΝΤ ΕΠΙΖΕΙ ΟΤΙ Η ΝΟΤΙΟΣ ΑΦΡΙΚΗ ΘΑ ΣΤΑΜΑΤΗΣΗ ΤΗΝ ΠΟΛΙΤΙΚΗΝ ΔΙΑΚΡΙΣΕΩΝ [18, 1701, 392, 1730]
article-norway [0, 833, 410, 1019]
column-1 [0, 0, 410, 2324]
article-petropoulos [1158, 1921, 1568, 2324]
headline: ΜΕΤΑΤΙΘΕΤΑΙ ΕΙΣ ΠΕΡΙΟΧΗΝ ΕΚΤΟΣ ΤΗΣ ΜΑΚΕΔΟΝΙΑΣ Ο ΤΑΓΜΑΤΑΡΧΗΣ ΠΕΤΡΟΠΟΥΛΟΣ [1168, 1926, 1558, 2011]
article-body: ΑΓΚΥΡΑ, 24 (Ἰδ. ἀνταπ.).— Παρὰ τὰς διαβεβαιώσεις τῆς κυβερνήσεως, ἡ πολιτικὴ κρίσις εἰς τὴν Τουρκίαν δὲν ἀπετράπη. Ὁ πρωθυπουργὸς Ἰνονοῦ ἐπιχειρεῖ νέας διαπραγματεύσεις μὲ τὰ κόμματα. [416, 361, 608, 422]
article-body: ΣΟΦΙΑ, 24 (Ἀσ. Πρέσ.).— Τὸ δικαστήριον τῆς Σόφιας κατεδίκασεν εἰς θάνατον ἄνδρα κατηγορούμενον διὰ τὴν βίαν καὶ τὸν φόνον παιδίσκης. [416, 1860, 608, 1909]
subheadline: Ο ΠΡΟΕΔΡΟΣ ΑΡΕΦ ΑΝΑΧΩΡΕΙ ΤΗΝ ΔΕΥΤΕΡΑΝ [1164, 1054, 1562, 1072]
article-body: ΑΛΓΕΡΙΟΝ, 24 (Ρώυτερ).— Ὁ πρωθυπουργὸς τῆς Ἀλγερίας κ. Ἀχμὲτ Μπὲν Μπέλλα ἐδήλωσεν ὅτι προκρίνει διὰ τὴν χώραν του τὸ σοσιαλιστικὸν καθεστὼς τοῦ Φιντὲλ Κάστρο. Ἡ Ἐθνοσυνέλευσις συζητεῖ ἤδη τὸ νέον σύνταγμα, τὸ ὁποῖον προβλέπει ἰσχυρὰν προεδρικὴν ἐξουσίαν. ΤΟ ΝΕΟΝ ΣΥΝΤΑΓΜΑ Ὁ πρωθυπουργὸς τῆς Ἀλγερίας κ. Ἀχμὲτ Μπὲν Μπέλλα ἐδήλωσεν ὅτι προκρίνει διὰ τὴν χώραν του τὸ σοσιαλιστικὸν καθεστὼς τοῦ Φιντὲλ Κάστρο. Ἡ Ἐθνοσυνέλευσις συζητεῖ ἤδη τὸ νέον σύνταγμα, τὸ ὁποῖον προβλέπει ἰσχυρὰν προεδρικὴν ἐξουσίαν. Ὁ πρωθυπουργὸς τῆς Ἀλγερίας κ. Ἀχμὲτ Μπὲν Μπέλλα ἐδήλωσεν ὅτι προκρίνει διὰ τὴν χώραν του τὸ σοσιαλιστικὸν καθεστὼς τοῦ Φιντὲλ Κάστρο. Ἡ Ἐθνοσυνέλευσις συζητεῖ ἤδη τὸ νέον σύνταγμα, τὸ ὁποῖον προβλέπει ἰσχυρὰν προεδρικὴν ἐξουσίαν. [1164, 694, 1562, 824]
article-body: ΣΕΟΥΛ, 24 (Ἀσ. Πρέσ.).— Αἱ ἀρχαὶ τῆς Νοτίου Κορέας συνέλαβον πράκτορα τῶν κομμουνιστῶν ὁ ὁποῖος διεισέδυσεν ἐκ τοῦ Βορρᾶ. [416, 796, 608, 845]
headline: Ο κ. ΓΛΕΖΟΣ ΕΠΙΣΤΡΕΦΕΙ [430, 1985, 593, 2000]
